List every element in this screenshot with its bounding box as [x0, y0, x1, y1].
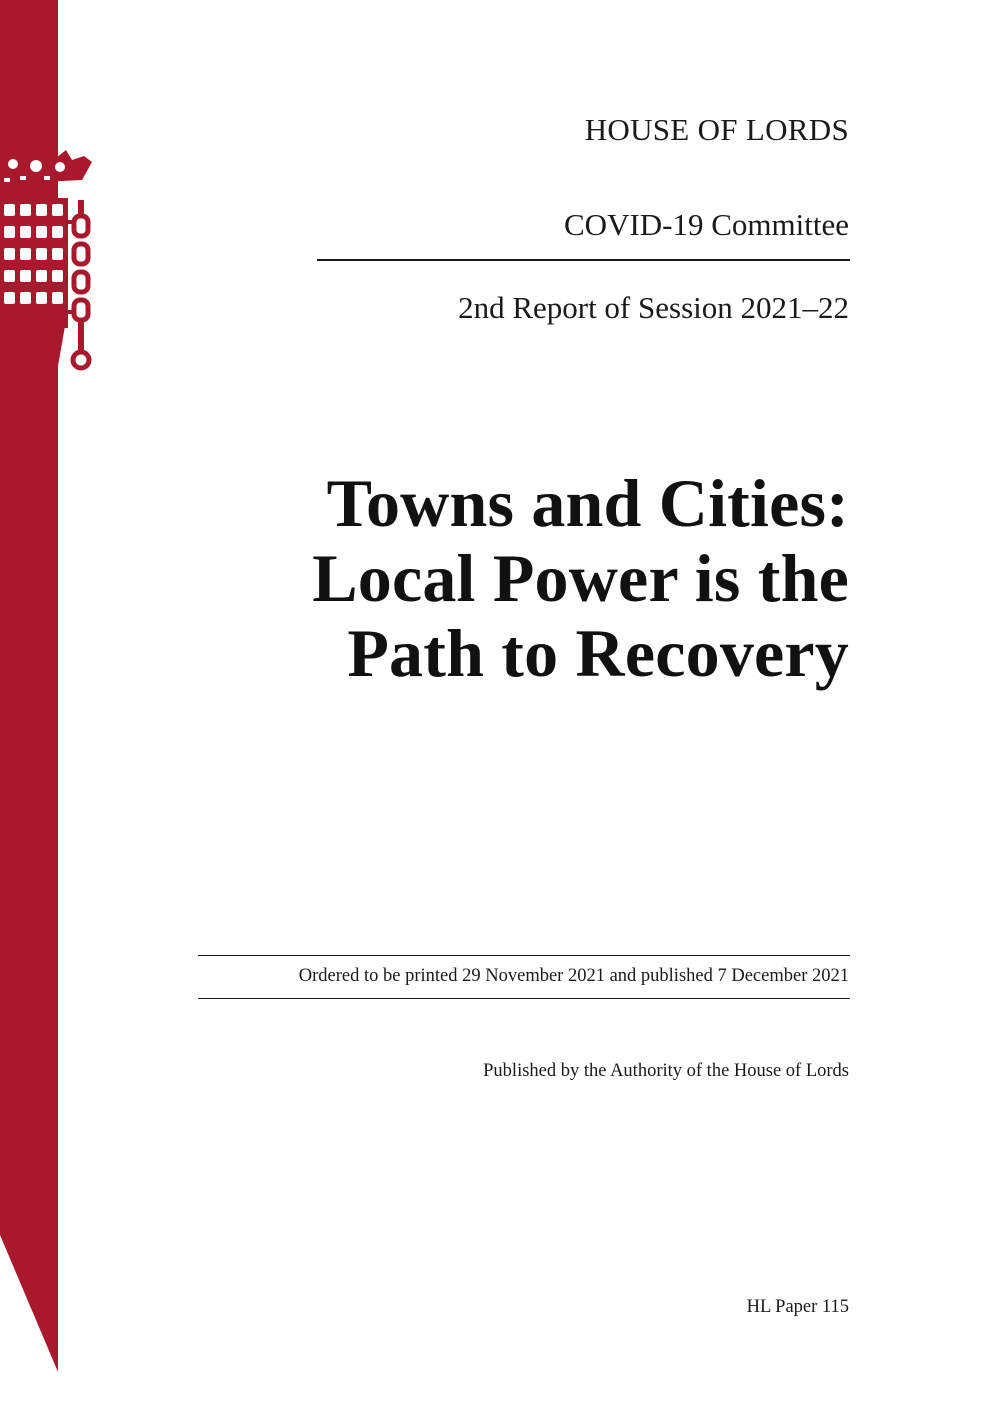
portcullis-icon: [0, 140, 96, 376]
committee-name: COVID-19 Committee: [564, 207, 849, 242]
ordered-divider-top: [198, 955, 850, 956]
report-title: [312, 466, 849, 691]
report-title-line-2: Local Power is the: [312, 540, 849, 616]
house-name: HOUSE OF LORDS: [584, 112, 849, 147]
top-divider: [317, 259, 850, 261]
publisher-line: Published by the Authority of the House of Lords: [483, 1061, 849, 1081]
ordered-printed-line: Ordered to be printed 29 November 2021 and published 7 December 2021: [298, 966, 849, 986]
paper-number: HL Paper 115: [746, 1297, 849, 1317]
ordered-divider-bottom: [198, 998, 850, 999]
report-title-line-1: Towns and Cities:: [326, 465, 849, 541]
report-title-line-3: Path to Recovery: [347, 615, 849, 691]
session-label: 2nd Report of Session 2021–22: [458, 290, 849, 325]
